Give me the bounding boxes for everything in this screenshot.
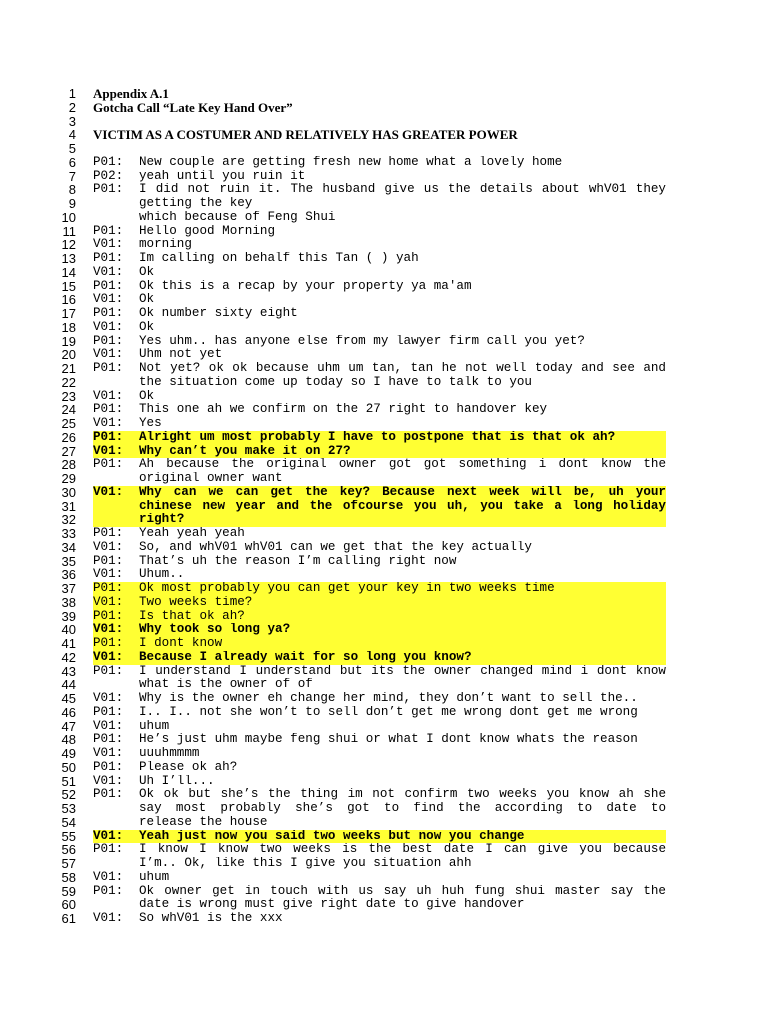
transcript-line	[0, 747, 768, 761]
line-number: 38	[61, 594, 76, 610]
speaker-label: V01:	[93, 911, 124, 925]
transcript-line	[0, 775, 768, 789]
line-number: 10	[61, 209, 76, 225]
line-number: 27	[61, 443, 76, 459]
speaker-label: P01:	[93, 526, 124, 540]
transcript-line	[0, 788, 768, 802]
line-number: 36	[61, 567, 76, 583]
section-heading: Gotcha Call “Late Key Hand Over”	[93, 99, 293, 115]
speaker-label: V01:	[93, 416, 124, 430]
utterance-text: say most probably she’s got to find the according to date to	[139, 802, 666, 815]
utterance-text: Why is the owner eh change her mind, they don’t want to sell the..	[139, 692, 638, 705]
line-number: 50	[61, 759, 76, 775]
speaker-label: P01:	[93, 759, 124, 774]
transcript-line	[0, 857, 768, 871]
speaker-label: V01:	[93, 319, 124, 334]
transcript-line	[0, 665, 768, 679]
utterance-text: Why can’t you make it on 27?	[139, 444, 351, 458]
transcript-line	[0, 500, 768, 514]
transcript-line	[0, 101, 768, 115]
line-number: 23	[61, 388, 76, 404]
speaker-label: P01:	[93, 154, 124, 169]
speaker-label: V01:	[93, 622, 124, 637]
line-number: 14	[61, 264, 76, 280]
transcript-line	[0, 472, 768, 486]
line-number: 22	[61, 374, 76, 390]
line-number: 7	[68, 168, 76, 184]
utterance-text: morning	[139, 238, 192, 252]
transcript-line	[0, 170, 768, 184]
speaker-label: P01:	[93, 581, 124, 595]
speaker-label: V01:	[93, 539, 124, 554]
speaker-label: V01:	[93, 264, 124, 279]
utterance-text: yeah until you ruin it	[139, 169, 306, 183]
transcript-line	[0, 307, 768, 321]
transcript-line	[0, 238, 768, 252]
speaker-label: V01:	[93, 388, 124, 403]
speaker-label: P01:	[93, 704, 124, 719]
transcript-line	[0, 115, 768, 129]
transcript-line	[0, 376, 768, 390]
speaker-label: P01:	[93, 306, 124, 320]
line-number: 25	[61, 416, 76, 431]
section-heading: Appendix A.1	[93, 86, 169, 101]
utterance-text: Uh I’ll...	[139, 774, 215, 788]
speaker-label: P02:	[93, 168, 124, 183]
utterance-text: Yeah yeah yeah	[139, 527, 245, 540]
transcript-line	[0, 541, 768, 555]
speaker-label: V01:	[93, 237, 124, 252]
line-number: 31	[61, 498, 76, 514]
transcript-line	[0, 513, 768, 527]
transcript-line	[0, 252, 768, 266]
transcript-line	[0, 321, 768, 335]
utterance-text: I’m.. Ok, like this I give you situation ahh	[139, 857, 472, 870]
utterance-text: Why can we can get the key? Because next week will be, uh your	[139, 485, 666, 499]
transcript-line	[0, 651, 768, 665]
line-number: 40	[61, 622, 76, 638]
speaker-label: V01:	[93, 484, 124, 499]
utterance-text: He’s just uhm maybe feng shui or what I dont know whats the reason	[139, 733, 638, 747]
speaker-label: V01:	[93, 773, 124, 788]
speaker-label: P01:	[93, 663, 124, 678]
transcript-line	[0, 843, 768, 857]
line-number: 35	[61, 553, 76, 569]
speaker-label: P01:	[93, 223, 124, 238]
utterance-text: Why took so long ya?	[139, 623, 291, 637]
transcript-line	[0, 183, 768, 197]
utterance-text: Please ok ah?	[139, 760, 238, 774]
line-number: 55	[61, 828, 76, 844]
line-number: 59	[61, 883, 76, 899]
speaker-label: V01:	[93, 869, 124, 884]
utterance-text: Two weeks time?	[139, 595, 253, 609]
speaker-label: V01:	[93, 594, 124, 609]
utterance-text: what is the owner of of	[139, 678, 313, 692]
line-number: 56	[61, 842, 76, 858]
transcript-line	[0, 720, 768, 734]
speaker-label: V01:	[93, 649, 124, 664]
transcript-line	[0, 802, 768, 816]
transcript-line	[0, 898, 768, 912]
speaker-label: P01:	[93, 278, 124, 293]
transcript-line	[0, 225, 768, 239]
line-number: 20	[61, 347, 76, 363]
transcript-line	[0, 678, 768, 692]
speaker-label: V01:	[93, 347, 124, 362]
utterance-text: Ok this is a recap by your property ya ma'am	[139, 279, 472, 293]
speaker-label: V01:	[93, 828, 124, 843]
line-number: 24	[61, 402, 76, 418]
transcript-line	[0, 912, 768, 926]
transcript-line	[0, 527, 768, 541]
utterance-text: original owner want	[139, 472, 283, 485]
utterance-text: uhum	[139, 870, 170, 884]
transcript-line	[0, 761, 768, 775]
utterance-text: Alright um most probably I have to postpone that is that ok ah?	[139, 430, 616, 444]
line-number: 4	[68, 127, 76, 143]
utterance-text: I understand I understand but its the owner changed mind i dont know	[139, 664, 666, 678]
transcript-line	[0, 445, 768, 459]
transcript-line	[0, 596, 768, 610]
line-number: 12	[61, 237, 76, 253]
line-number: 16	[61, 292, 76, 308]
transcript-line	[0, 417, 768, 431]
line-number: 6	[68, 154, 76, 170]
line-number: 58	[61, 869, 76, 885]
line-number: 1	[68, 86, 76, 101]
line-number: 32	[61, 512, 76, 528]
utterance-text: Uhum..	[139, 568, 185, 582]
transcript-line	[0, 706, 768, 720]
speaker-label: P01:	[93, 402, 124, 417]
utterance-text: Ok number sixty eight	[139, 307, 298, 320]
speaker-label: P01:	[93, 883, 124, 898]
line-number: 44	[61, 677, 76, 693]
utterance-text: Not yet? ok ok because uhm um tan, tan he not well today and see and	[139, 362, 666, 375]
line-number: 11	[62, 223, 76, 239]
speaker-label: V01:	[93, 718, 124, 733]
utterance-text: uuuhmmmm	[139, 747, 200, 760]
transcript-line	[0, 390, 768, 404]
line-number: 45	[61, 691, 76, 706]
utterance-text: Ah because the original owner got got something i dont know the	[139, 458, 666, 472]
transcript-line	[0, 623, 768, 637]
utterance-text: Im calling on behalf this Tan ( ) yah	[139, 252, 419, 265]
line-number: 3	[68, 113, 76, 129]
utterance-text: I know I know two weeks is the best date I can give you because	[139, 843, 666, 857]
line-number: 53	[61, 801, 76, 816]
speaker-label: P01:	[93, 251, 124, 265]
utterance-text: This one ah we confirm on the 27 right to handover key	[139, 403, 548, 417]
utterance-text: Hello good Morning	[139, 224, 276, 238]
line-number: 57	[61, 856, 76, 871]
line-number: 8	[68, 182, 76, 198]
utterance-text: Uhm not yet	[139, 348, 223, 362]
utterance-text: Ok ok but she’s the thing im not confirm two weeks you know ah she	[139, 788, 666, 802]
utterance-text: Because I already wait for so long you know?	[139, 650, 472, 664]
speaker-label: P01:	[93, 732, 124, 747]
line-number: 48	[61, 732, 76, 748]
transcript-line	[0, 348, 768, 362]
line-number: 19	[61, 333, 76, 349]
line-number: 49	[61, 746, 76, 761]
speaker-label: P01:	[93, 608, 124, 623]
line-number: 46	[61, 704, 76, 720]
transcript-line	[0, 293, 768, 307]
transcript-line	[0, 431, 768, 445]
line-number: 5	[68, 141, 76, 156]
line-number: 17	[61, 306, 76, 321]
line-number: 41	[61, 636, 76, 651]
line-number: 37	[61, 581, 76, 596]
line-number: 42	[61, 649, 76, 665]
transcript-line	[0, 692, 768, 706]
utterance-text: Ok most probably you can get your key in two weeks time	[139, 582, 555, 595]
line-number: 15	[61, 278, 76, 294]
transcript-line	[0, 486, 768, 500]
line-number: 26	[61, 429, 76, 445]
utterance-text: which because of Feng Shui	[139, 210, 336, 224]
transcript-line	[0, 733, 768, 747]
utterance-text: I dont know	[139, 637, 223, 650]
line-number: 34	[61, 539, 76, 555]
utterance-text: I did not ruin it. The husband give us the details about whV01 they	[139, 183, 666, 197]
utterance-text: date is wrong must give right date to give handover	[139, 898, 525, 912]
utterance-text: right?	[139, 513, 185, 527]
line-number: 13	[61, 251, 76, 266]
utterance-text: Is that ok ah?	[139, 609, 245, 623]
transcript-line	[0, 197, 768, 211]
transcript-line	[0, 142, 768, 156]
speaker-label: V01:	[93, 567, 124, 582]
utterance-text: New couple are getting fresh new home what a lovely home	[139, 155, 563, 169]
transcript-line	[0, 156, 768, 170]
transcript-line	[0, 211, 768, 225]
speaker-label: V01:	[93, 746, 124, 760]
line-number: 9	[68, 196, 76, 211]
utterance-text: Yes	[139, 417, 162, 430]
speaker-label: P01:	[93, 429, 124, 444]
speaker-label: P01:	[93, 787, 124, 802]
transcript-line	[0, 871, 768, 885]
utterance-text: getting the key	[139, 197, 253, 210]
transcript-line	[0, 568, 768, 582]
utterance-text: Ok owner get in touch with us say uh huh fung shui master say the	[139, 884, 666, 898]
transcript-line	[0, 885, 768, 899]
utterance-text: Ok	[139, 293, 155, 307]
line-number: 28	[61, 457, 76, 473]
section-heading: VICTIM AS A COSTUMER AND RELATIVELY HAS GREATER POWER	[93, 127, 518, 143]
utterance-text: Yes uhm.. has anyone else from my lawyer firm call you yet?	[139, 334, 585, 348]
transcript-line	[0, 816, 768, 830]
speaker-label: P01:	[93, 182, 124, 197]
line-number: 54	[61, 814, 76, 830]
line-number: 43	[61, 663, 76, 679]
transcript-line	[0, 830, 768, 844]
transcript-line	[0, 610, 768, 624]
line-number: 2	[68, 99, 76, 115]
speaker-label: V01:	[93, 292, 124, 307]
utterance-text: chinese new year and the ofcourse you uh, you take a long holiday	[139, 499, 666, 513]
transcript-line	[0, 362, 768, 376]
utterance-text: I.. I.. not she won’t to sell don’t get me wrong dont get me wrong	[139, 705, 638, 719]
utterance-text: Yeah just now you said two weeks but now you change	[139, 829, 525, 843]
line-number: 52	[61, 787, 76, 803]
transcript-line	[0, 280, 768, 294]
transcript-line	[0, 555, 768, 569]
line-number: 61	[61, 911, 76, 926]
utterance-text: uhum	[139, 719, 170, 733]
speaker-label: P01:	[93, 361, 124, 375]
utterance-text: Ok	[139, 389, 155, 403]
transcript-line	[0, 128, 768, 142]
utterance-text: release the house	[139, 815, 268, 829]
transcript-line	[0, 266, 768, 280]
utterance-text: That’s uh the reason I’m calling right now	[139, 554, 457, 568]
utterance-text: Ok	[139, 320, 155, 334]
speaker-label: P01:	[93, 636, 124, 650]
speaker-label: V01:	[93, 691, 124, 705]
line-number: 60	[61, 897, 76, 913]
line-number: 21	[61, 361, 76, 376]
transcript-line	[0, 637, 768, 651]
speaker-label: P01:	[93, 553, 124, 568]
speaker-label: V01:	[93, 443, 124, 458]
line-number: 18	[61, 319, 76, 335]
line-number: 47	[61, 718, 76, 734]
utterance-text: Ok	[139, 265, 155, 279]
transcript-line	[0, 87, 768, 101]
line-number: 51	[61, 773, 76, 789]
transcript-line	[0, 403, 768, 417]
utterance-text: So whV01 is the xxx	[139, 912, 283, 925]
line-number: 30	[61, 484, 76, 500]
transcript-line	[0, 582, 768, 596]
line-number: 33	[61, 526, 76, 541]
line-number: 39	[61, 608, 76, 624]
speaker-label: P01:	[93, 457, 124, 472]
line-number: 29	[61, 471, 76, 486]
speaker-label: P01:	[93, 842, 124, 857]
transcript-line	[0, 335, 768, 349]
utterance-text: So, and whV01 whV01 can we get that the key actually	[139, 540, 532, 554]
transcript-line	[0, 458, 768, 472]
utterance-text: the situation come up today so I have to talk to you	[139, 375, 532, 389]
speaker-label: P01:	[93, 333, 124, 348]
transcript-document	[0, 87, 768, 926]
